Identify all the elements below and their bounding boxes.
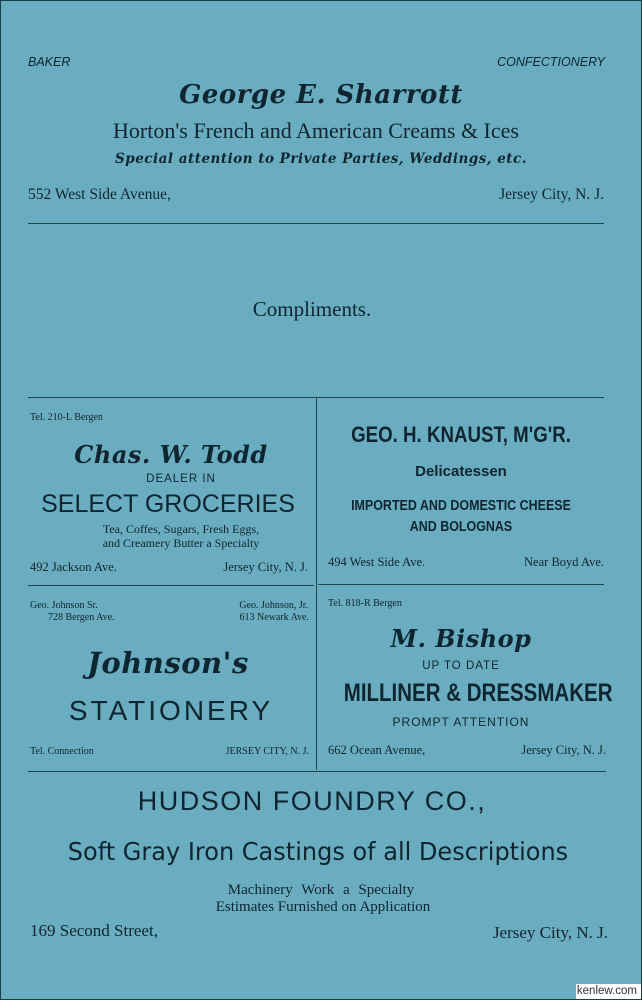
- bishop-headline: MILLINER & DRESSMAKER: [343, 679, 613, 707]
- watermark-badge: [576, 984, 642, 1000]
- sharrott-special: Special attention to Private Parties, Weddings, etc.: [115, 151, 527, 167]
- johnson-headline: STATIONERY: [68, 695, 274, 726]
- hudson-name: HUDSON FOUNDRY CO.,: [137, 786, 487, 816]
- bishop-up-to-date: UP TO DATE: [422, 660, 500, 672]
- divider-line: [28, 771, 606, 772]
- knaust-line2: AND BOLOGNAS: [409, 519, 513, 535]
- knaust-address: 494 West Side Ave.: [328, 555, 426, 569]
- johnson-city: JERSEY CITY, N. J.: [225, 746, 309, 757]
- hudson-tagline: Soft Gray Iron Castings of all Descriptions: [67, 837, 569, 866]
- johnson-tel: Tel. Connection: [30, 746, 94, 757]
- bishop-address: 662 Ocean Avenue,: [328, 743, 426, 757]
- column-divider: [316, 398, 317, 770]
- johnson-name: Johnson's: [87, 646, 249, 680]
- johnson-jr-address: 613 Newark Ave.: [239, 612, 309, 623]
- johnson-sr-address: 728 Bergen Ave.: [48, 612, 115, 623]
- johnson-jr-name: Geo. Johnson, Jr.: [239, 600, 308, 611]
- sharrott-name: George E. Sharrott: [179, 80, 463, 110]
- bishop-name: M. Bishop: [390, 624, 532, 653]
- sharrott-address: 552 West Side Avenue,: [28, 186, 171, 203]
- todd-tel: Tel. 210-L Bergen: [30, 412, 103, 423]
- compliments-text: Compliments.: [252, 297, 372, 321]
- divider-line: [318, 584, 604, 585]
- knaust-line1: IMPORTED AND DOMESTIC CHEESE: [351, 498, 571, 514]
- sharrott-baker-tag: BAKER: [28, 55, 71, 69]
- watermark-text: kenlew.com: [576, 985, 637, 997]
- knaust-name: GEO. H. KNAUST, M'G'R.: [351, 422, 571, 447]
- todd-city: Jersey City, N. J.: [223, 560, 308, 574]
- bishop-prompt: PROMPT ATTENTION: [392, 715, 530, 729]
- divider-line: [28, 585, 314, 586]
- todd-items-line2: and Creamery Butter a Specialty: [102, 536, 260, 550]
- bishop-tel: Tel. 818-R Bergen: [328, 598, 402, 609]
- todd-headline: SELECT GROCERIES: [41, 490, 295, 518]
- todd-address: 492 Jackson Ave.: [30, 560, 117, 574]
- hudson-line2: Estimates Furnished on Application: [215, 899, 431, 915]
- knaust-type: Delicatessen: [415, 463, 507, 480]
- hudson-city: Jersey City, N. J.: [492, 923, 608, 942]
- todd-dealer-in: DEALER IN: [146, 473, 216, 485]
- divider-line: [28, 223, 604, 224]
- sharrott-tagline: Horton's French and American Creams & Ices: [113, 118, 519, 143]
- hudson-address: 169 Second Street,: [30, 921, 158, 940]
- todd-items-line1: Tea, Coffes, Sugars, Fresh Eggs,: [102, 522, 260, 536]
- sharrott-confectionery-tag: CONFECTIONERY: [497, 55, 605, 69]
- todd-name: Chas. W. Todd: [74, 440, 268, 469]
- knaust-near: Near Boyd Ave.: [524, 555, 604, 569]
- sharrott-city: Jersey City, N. J.: [499, 186, 604, 203]
- bishop-city: Jersey City, N. J.: [521, 743, 606, 757]
- hudson-line1: Machinery Work a Specialty: [227, 882, 415, 898]
- johnson-sr-name: Geo. Johnson Sr.: [30, 600, 98, 611]
